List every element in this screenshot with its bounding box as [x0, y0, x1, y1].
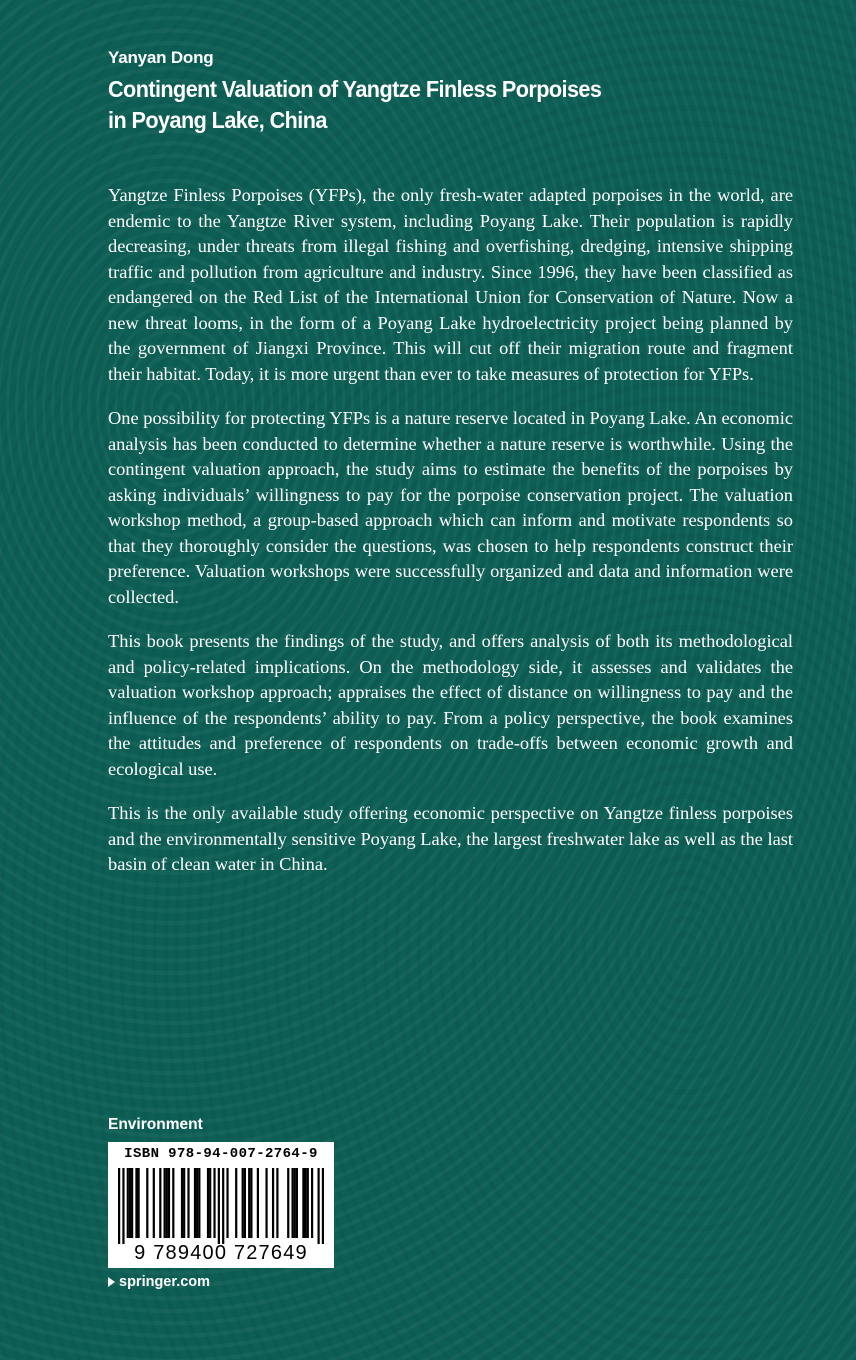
description-paragraph-3: This book presents the findings of the study, and offers analysis of both its methodological and policy-related implications. On the methodology side, it assesses and validates the valuation workshop approach; appraises the effect of distance on willingness to pay and the influence of the respondents’ ability to pay. From a policy perspective, the book examines the attitudes and preference of respondents on trade-offs between economic growth and ecological use.: [108, 631, 793, 779]
barcode-bar: [159, 1168, 161, 1238]
barcode-bar: [276, 1168, 278, 1238]
barcode-bar: [172, 1168, 174, 1238]
barcode-bar: [291, 1168, 293, 1238]
barcode-bar: [153, 1168, 155, 1238]
barcode-bar: [131, 1168, 133, 1238]
barcode-bar: [248, 1168, 250, 1238]
barcode-bar: [196, 1168, 198, 1238]
barcode-bar: [194, 1168, 196, 1238]
book-description: [108, 183, 793, 897]
barcode-bar: [307, 1168, 309, 1238]
barcode-bar: [127, 1168, 129, 1238]
arrow-right-icon: [108, 1277, 115, 1287]
description-paragraph-4: This is the only available study offering economic perspective on Yangtze finless porpoises and the environmentally sensitive Poyang Lake, the largest freshwater lake as well as the last basin of clean water in China.: [108, 803, 793, 874]
barcode-bar: [235, 1168, 237, 1238]
barcode-bar: [317, 1168, 319, 1244]
barcode-bar: [183, 1168, 185, 1238]
barcode-bar: [118, 1168, 120, 1244]
barcode-bar: [209, 1168, 211, 1238]
publisher-website[interactable]: [108, 1274, 210, 1290]
barcode-bar: [265, 1168, 267, 1238]
description-paragraph-2: One possibility for protecting YFPs is a nature reserve located in Poyang Lake. An economic analysis has been conducted to determine whether a nature reserve is worthwhile. Using the contingent valuation approach, the study aims to estimate the benefits of the porpoises by asking individuals’ willingness to pay for the porpoise conservation project. The valuation workshop method, a group-based approach which can inform and motivate respondents so that they thoroughly consider the questions, was chosen to help respondents construct their preference. Valuation workshops were successfully organized and data and information were collected.: [108, 408, 793, 607]
subject-category: Environment: [108, 1116, 203, 1133]
barcode-bar: [226, 1168, 228, 1238]
barcode-bar: [164, 1168, 166, 1238]
barcode-bar: [146, 1168, 148, 1238]
description-paragraph-1: Yangtze Finless Porpoises (YFPs), the only fresh-water adapted porpoises in the world, are endemic to the Yangtze River system, including Poyang Lake. Their population is rapidly decreasing, under threats from illegal fishing and overfishing, dredging, intensive shipping traffic and pollution from agriculture and industry. Since 1996, they have been classified as endangered on the Red List of the International Union for Conservation of Nature. Now a new threat looms, in the form of a Poyang Lake hydroelectricity project being planned by the government of Jiangxi Province. This will cut off their migration route and fragment their habitat. Today, it is more urgent than ever to take measures of protection for YFPs.: [108, 185, 793, 384]
barcode-bar: [294, 1168, 296, 1238]
barcode-bar: [287, 1168, 289, 1238]
barcode-bar: [302, 1168, 304, 1238]
author-name: Yanyan Dong: [108, 48, 214, 67]
barcode-bar: [222, 1168, 224, 1244]
barcode-bar: [296, 1168, 298, 1238]
barcode-bar: [181, 1168, 183, 1238]
barcode-bar: [213, 1168, 215, 1238]
book-title: [108, 74, 710, 136]
isbn-barcode: [108, 1142, 334, 1268]
isbn-label: ISBN 978-94-007-2764-9: [124, 1146, 318, 1162]
barcode-bar: [122, 1168, 124, 1244]
barcode-bar: [242, 1168, 244, 1238]
book-title-line-2: in Poyang Lake, China: [108, 107, 327, 133]
barcode-bar: [129, 1168, 131, 1238]
barcode-bar: [187, 1168, 189, 1238]
barcode-bar: [244, 1168, 246, 1238]
barcode-bar: [272, 1168, 274, 1238]
barcode-bar: [322, 1168, 324, 1244]
barcode-bar: [304, 1168, 306, 1238]
barcode-bar: [138, 1168, 140, 1238]
barcode-bar: [207, 1168, 209, 1238]
barcode-bar: [257, 1168, 259, 1238]
barcode-bar: [198, 1168, 200, 1238]
barcode-bar: [311, 1168, 313, 1238]
book-title-line-1: Contingent Valuation of Yangtze Finless Porpoises: [108, 76, 602, 102]
barcode-bar: [166, 1168, 168, 1238]
barcode-bar: [168, 1168, 170, 1238]
barcode-bars: [118, 1168, 324, 1244]
barcode-bar: [250, 1168, 252, 1238]
ean-digits: 9 789400 727649: [134, 1242, 308, 1264]
publisher-website-label: springer.com: [119, 1274, 211, 1290]
barcode-bar: [135, 1168, 137, 1238]
barcode-bar: [218, 1168, 220, 1244]
